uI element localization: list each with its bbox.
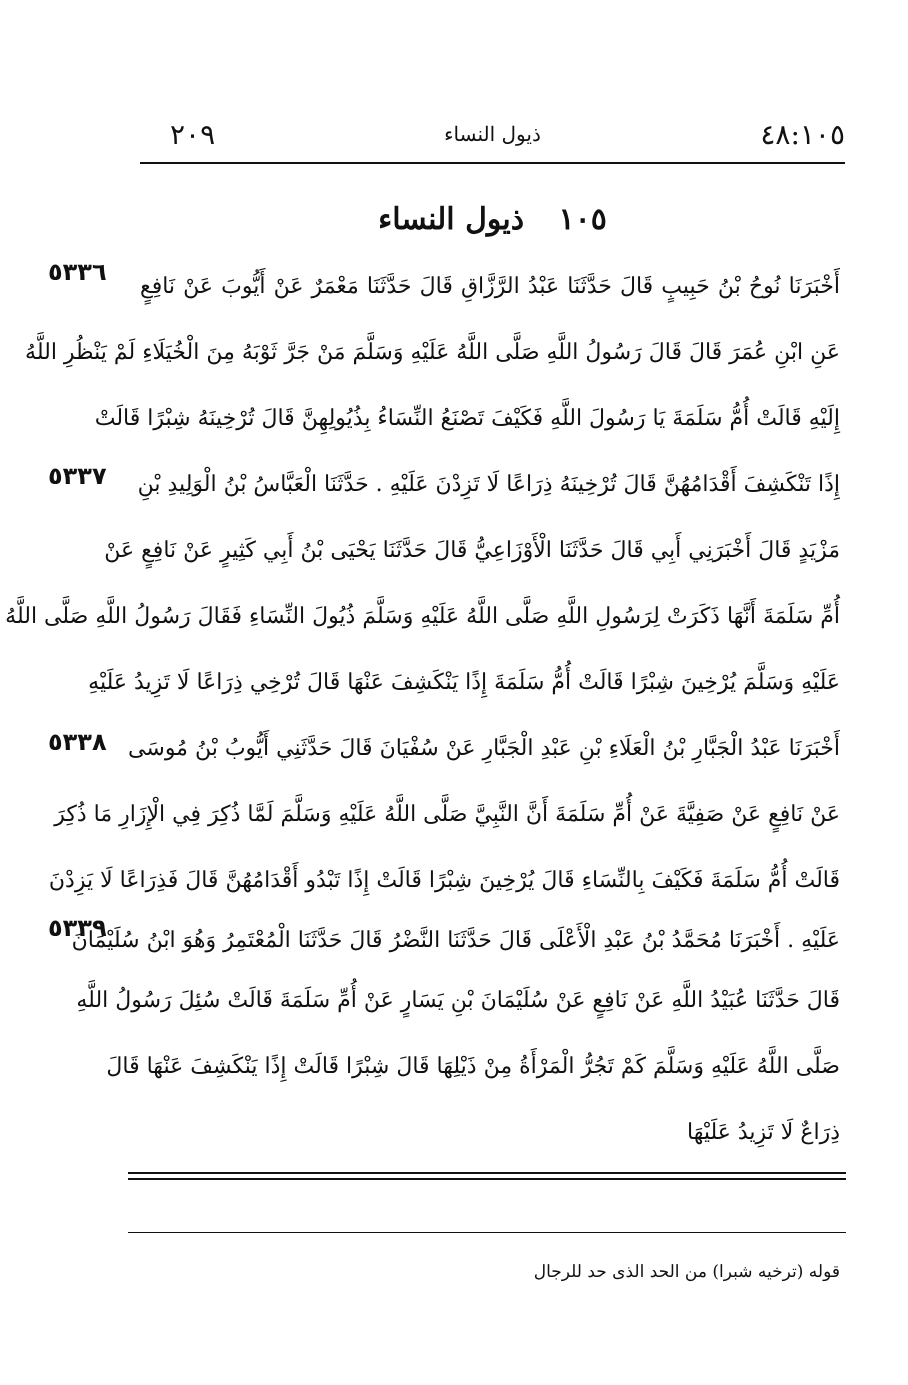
text-line: أَخْبَرَنَا عَبْدُ الْجَبَّارِ بْنُ الْعَلَاءِ بْنِ عَبْدِ الْجَبَّارِ عَنْ سُفْيَانَ قَالَ حَدَّثَنِي أَيُّوبُ بْنُ مُوسَى: [128, 736, 840, 761]
chapter-heading: [140, 202, 845, 237]
text-line: قَالَتْ أُمُّ سَلَمَةَ فَكَيْفَ بِالنِّسَاءِ قَالَ يُرْخِينَ شِبْرًا قَالَتْ إِذًا تَبْدُو أَقْدَامُهُنَّ قَالَ فَذِرَاعًا لَا يَزِدْنَ: [48, 868, 840, 893]
section-end-rule: [128, 1172, 846, 1174]
text-line: أُمِّ سَلَمَةَ أَنَّهَا ذَكَرَتْ لِرَسُولِ اللَّهِ صَلَّى اللَّهُ عَلَيْهِ وَسَلَّمَ ذُيُولَ النِّسَاءِ فَقَالَ رَسُولُ اللَّهِ صَلَّى اللَّهُ: [5, 604, 840, 629]
text-line: إِلَيْهِ قَالَتْ أُمُّ سَلَمَةَ يَا رَسُولَ اللَّهِ فَكَيْفَ تَصْنَعُ النِّسَاءُ بِذُيُولِهِنَّ قَالَ تُرْخِينَهُ شِبْرًا قَالَتْ: [94, 406, 840, 431]
text-line: مَزْيَدٍ قَالَ أَخْبَرَنِي أَبِي قَالَ حَدَّثَنَا الْأَوْزَاعِيُّ قَالَ حَدَّثَنَا يَحْيَى بْنُ أَبِي كَثِيرٍ عَنْ نَافِعٍ عَنْ: [104, 538, 840, 563]
running-title: ذيول النساء: [444, 122, 541, 146]
footnote: قوله (ترخيه شبرا) من الحد الذى حد للرجال: [533, 1262, 840, 1282]
hadith-number: ٥٣٣٨: [48, 728, 107, 756]
text-line: صَلَّى اللَّهُ عَلَيْهِ وَسَلَّمَ كَمْ تَجُرُّ الْمَرْأَةُ مِنْ ذَيْلِهَا قَالَ شِبْرًا قَالَتْ إِذًا يَنْكَشِفَ عَنْهَا قَالَ: [106, 1054, 840, 1079]
text-line: عَنْ نَافِعٍ عَنْ صَفِيَّةَ عَنْ أُمِّ سَلَمَةَ أَنَّ النَّبِيَّ صَلَّى اللَّهُ عَلَيْهِ وَسَلَّمَ لَمَّا ذُكِرَ فِي الْإِزَارِ مَا ذُكِرَ: [54, 802, 840, 827]
footnote-rule: [128, 1232, 846, 1233]
hadith-number: ٥٣٣٩: [48, 914, 107, 942]
page-number: ٢٠٩: [170, 118, 216, 151]
section-end-rule: [128, 1178, 846, 1180]
text-line: أَخْبَرَنَا نُوحُ بْنُ حَبِيبٍ قَالَ حَدَّثَنَا عَبْدُ الرَّزَّاقِ قَالَ حَدَّثَنَا مَعْمَرٌ عَنْ أَيُّوبَ عَنْ نَافِعٍ: [140, 274, 840, 299]
hadith-number: ٥٣٣٧: [48, 462, 107, 490]
text-line: عَنِ ابْنِ عُمَرَ قَالَ قَالَ رَسُولُ اللَّهِ صَلَّى اللَّهُ عَلَيْهِ وَسَلَّمَ مَنْ جَرَّ ثَوْبَهُ مِنَ الْخُيَلَاءِ لَمْ يَنْظُرِ اللَّهُ: [25, 340, 840, 365]
chapter-number: ١٠٥: [558, 202, 607, 237]
text-line: قَالَ حَدَّثَنَا عُبَيْدُ اللَّهِ عَنْ نَافِعٍ عَنْ سُلَيْمَانَ بْنِ يَسَارٍ عَنْ أُمِّ سَلَمَةَ قَالَتْ سُئِلَ رَسُولُ اللَّهِ: [76, 988, 840, 1013]
running-header: [140, 118, 845, 164]
hadith-number: ٥٣٣٦: [48, 258, 107, 286]
chapter-title: ذيول النساء: [378, 202, 525, 237]
text-line: عَلَيْهِ . أَخْبَرَنَا مُحَمَّدُ بْنُ عَبْدِ الْأَعْلَى قَالَ حَدَّثَنَا النَّضْرُ قَالَ حَدَّثَنَا الْمُعْتَمِرُ وَهُوَ ابْنُ سُلَيْمَانَ: [71, 928, 840, 953]
chapter-reference: ٤٨:١٠٥: [760, 118, 845, 151]
text-line: عَلَيْهِ وَسَلَّمَ يُرْخِينَ شِبْرًا قَالَتْ أُمُّ سَلَمَةَ إِذًا يَنْكَشِفَ عَنْهَا قَالَ تُرْخِي ذِرَاعًا لَا تَزِيدُ عَلَيْهِ: [88, 670, 840, 695]
text-line: إِذًا تَنْكَشِفَ أَقْدَامُهُنَّ قَالَ تُرْخِينَهُ ذِرَاعًا لَا تَزِدْنَ عَلَيْهِ . حَدَّثَنَا الْعَبَّاسُ بْنُ الْوَلِيدِ بْنِ: [137, 472, 840, 497]
text-line: ذِرَاعٌ لَا تَزِيدُ عَلَيْهَا: [686, 1120, 840, 1145]
header-rule: [140, 162, 845, 164]
